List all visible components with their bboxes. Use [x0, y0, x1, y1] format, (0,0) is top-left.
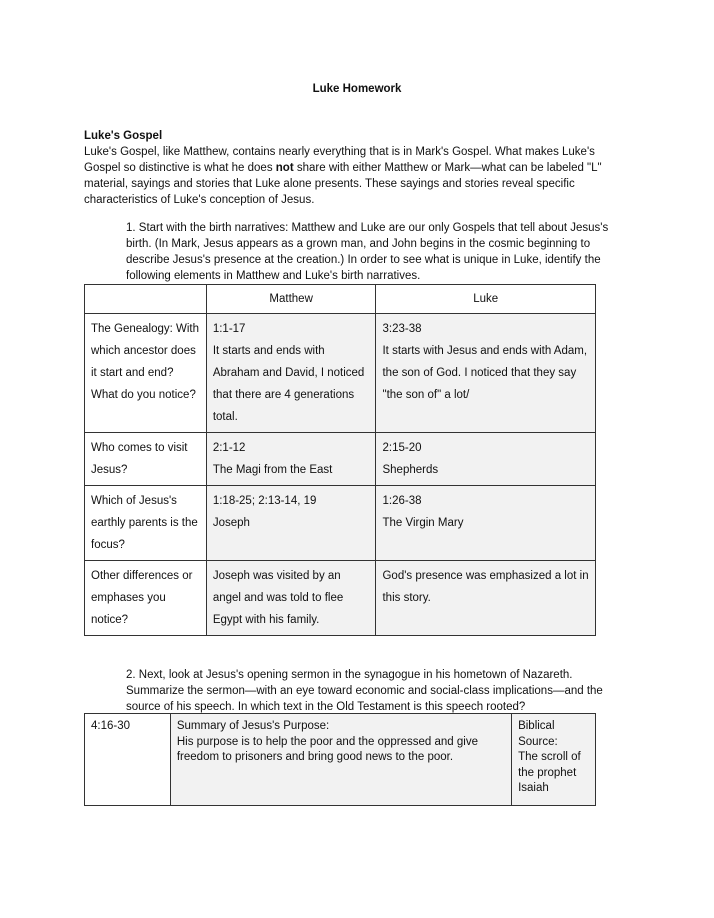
summary-text: His purpose is to help the poor and the oppressed and give freedom to prisoners and bring good news to the poor.: [176, 735, 478, 763]
table-row: [85, 561, 596, 636]
row-label: Who comes to visit Jesus?: [85, 433, 207, 486]
table-row: [85, 314, 596, 433]
cell-text: 1:26-38 The Virgin Mary: [382, 495, 464, 529]
cell-text: 3:23-38 It starts with Jesus and ends with Adam, the son of God. I noticed that they say "the son of" a lot/: [382, 323, 588, 401]
header-cell-luke: Luke: [376, 285, 596, 314]
source-label: Biblical Source:: [518, 720, 558, 748]
header-cell-empty: [85, 285, 207, 314]
intro-text-1: Luke's Gospel, like Matthew, contains nearly everything that is in Mark's Gospel. What makes Luke's Gospel so distinctive is what he does: [84, 146, 595, 174]
row-label: The Genealogy: With which ancestor does it start and end? What do you notice?: [85, 314, 207, 433]
question-1: 1. Start with the birth narratives: Matthew and Luke are our only Gospels that tell about Jesus's birth. (In Mark, Jesus appears as a grown man, and John begins in the cosmic beginning to describe Jesus's presence at the creation.) In order to see what is unique in Luke, identify the following elements in Matthew and Luke's birth narratives.: [126, 222, 609, 282]
source-cell[interactable]: [512, 714, 596, 806]
row-label: Which of Jesus's earthly parents is the focus?: [85, 486, 207, 561]
source-text: The scroll of the prophet Isaiah: [518, 751, 581, 794]
summary-label: Summary of Jesus's Purpose:: [176, 720, 330, 732]
intro-bold-word: not: [275, 162, 294, 174]
scripture-reference: 4:16-30: [85, 714, 171, 806]
cell-text: God's presence was emphasized a lot in this story.: [382, 570, 589, 604]
header-cell-matthew: Matthew: [206, 285, 376, 314]
cell-text: Joseph was visited by an angel and was told to flee Egypt with his family.: [212, 570, 344, 626]
matthew-cell[interactable]: [206, 486, 376, 561]
luke-cell[interactable]: [376, 433, 596, 486]
matthew-cell[interactable]: [206, 433, 376, 486]
question-2: 2. Next, look at Jesus's opening sermon in the synagogue in his hometown of Nazareth. Summarize the sermon—with an eye toward economic and social-class implications—and the source of his speech. In which text in the Old Testament is this speech rooted?: [126, 669, 603, 713]
cell-text: 1:1-17 It starts and ends with Abraham and David, I noticed that there are 4 generations total.: [212, 323, 365, 423]
row-label: Other differences or emphases you notice?: [85, 561, 207, 636]
table-row: [85, 433, 596, 486]
luke-cell[interactable]: [376, 561, 596, 636]
intro-section: [84, 128, 632, 208]
page-title: Luke Homework: [312, 83, 402, 95]
intro-paragraph: [84, 144, 632, 208]
cell-text: 2:15-20 Shepherds: [382, 442, 439, 476]
summary-cell[interactable]: [170, 714, 511, 806]
birth-narratives-table: [84, 284, 596, 636]
luke-cell[interactable]: [376, 486, 596, 561]
table-row: [85, 714, 596, 806]
luke-cell[interactable]: [376, 314, 596, 433]
cell-text: 2:1-12 The Magi from the East: [212, 442, 333, 476]
section-heading: Luke's Gospel: [84, 130, 163, 142]
cell-text: 1:18-25; 2:13-14, 19 Joseph: [212, 495, 317, 529]
sermon-table: [84, 713, 596, 806]
matthew-cell[interactable]: [206, 561, 376, 636]
intro-text-2: share with either Matthew or Mark—what can be labeled "L" material, sayings and stories that Luke alone presents. These sayings and stories reveal specific characteristics of Luke's conception of Jesus.: [84, 162, 602, 206]
table-row: [85, 486, 596, 561]
table-header-row: [85, 285, 596, 314]
matthew-cell[interactable]: [206, 314, 376, 433]
